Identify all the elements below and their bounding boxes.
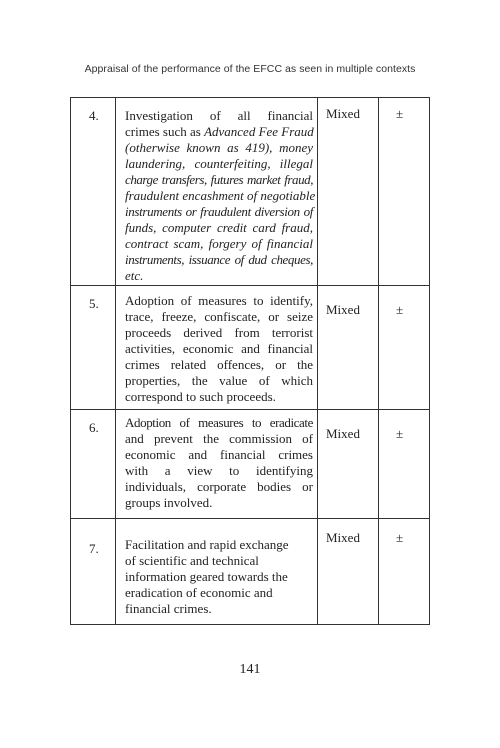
table-row	[71, 98, 429, 286]
description-line: etc.	[125, 268, 144, 283]
row-description	[125, 415, 313, 511]
result-value: Mixed	[326, 530, 360, 545]
row-description	[125, 108, 316, 284]
description-line	[125, 124, 313, 140]
plus-minus-sign: ±	[396, 426, 404, 441]
plus-minus-sign: ±	[396, 530, 404, 545]
plus-minus-sign: ±	[396, 106, 404, 121]
description-line: groups involved.	[125, 495, 213, 510]
description-line: contract scam, forgery of financial	[125, 236, 313, 251]
table-row	[71, 286, 429, 410]
appraisal-table	[70, 97, 430, 625]
result-value: Mixed	[326, 106, 360, 121]
result-value: Mixed	[326, 426, 360, 441]
description-line: with a view to identifying	[125, 463, 313, 478]
plus-minus-sign: ±	[396, 302, 404, 317]
row-number: 6.	[89, 420, 99, 435]
description-emphasis: Advanced Fee Fraud	[204, 124, 314, 139]
description-line: Investigation of all financial	[125, 108, 313, 123]
description-line: instruments, issuance of dud cheques,	[125, 252, 313, 267]
description-line: proceeds derived from terrorist	[125, 325, 313, 340]
description-line: economic and financial crimes	[125, 447, 313, 462]
description-line: fraudulent encashment of negotiable	[125, 188, 316, 203]
description-line: funds, computer credit card fraud,	[125, 220, 313, 235]
row-number: 7.	[89, 541, 99, 556]
description-line: of scientific and technical	[125, 553, 259, 568]
running-header: Appraisal of the performance of the EFCC as seen in multiple contexts	[84, 63, 416, 75]
description-line: crimes related offences, or the	[125, 357, 313, 372]
row-number: 4.	[89, 108, 99, 123]
description-fragment: crimes such as	[125, 124, 205, 139]
description-line: individuals, corporate bodies or	[125, 479, 313, 494]
description-line: correspond to such proceeds.	[125, 389, 276, 404]
description-line: Adoption of measures to eradicate	[125, 415, 313, 430]
description-line: properties, the value of which	[125, 373, 313, 388]
description-line: eradication of economic and	[125, 585, 273, 600]
result-value: Mixed	[326, 302, 360, 317]
table-row	[71, 519, 429, 624]
row-number: 5.	[89, 296, 99, 311]
description-line: trace, freeze, confiscate, or seize	[125, 309, 313, 324]
table-row	[71, 410, 429, 519]
page-number: 141	[239, 662, 261, 677]
description-line: and prevent the commission of	[125, 431, 313, 446]
description-line: charge transfers, futures market fraud,	[125, 172, 313, 187]
description-line: laundering, counterfeiting, illegal	[125, 156, 313, 171]
description-line: activities, economic and financial	[125, 341, 313, 356]
description-line: information geared towards the	[125, 569, 288, 584]
description-line: (otherwise known as 419), money	[125, 140, 313, 155]
description-line: financial crimes.	[125, 601, 212, 616]
description-line: Facilitation and rapid exchange	[125, 537, 289, 552]
description-line: Adoption of measures to identify,	[125, 293, 313, 308]
row-description	[125, 537, 313, 617]
description-line: instruments or fraudulent diversion of	[125, 204, 313, 219]
row-description	[125, 293, 313, 405]
